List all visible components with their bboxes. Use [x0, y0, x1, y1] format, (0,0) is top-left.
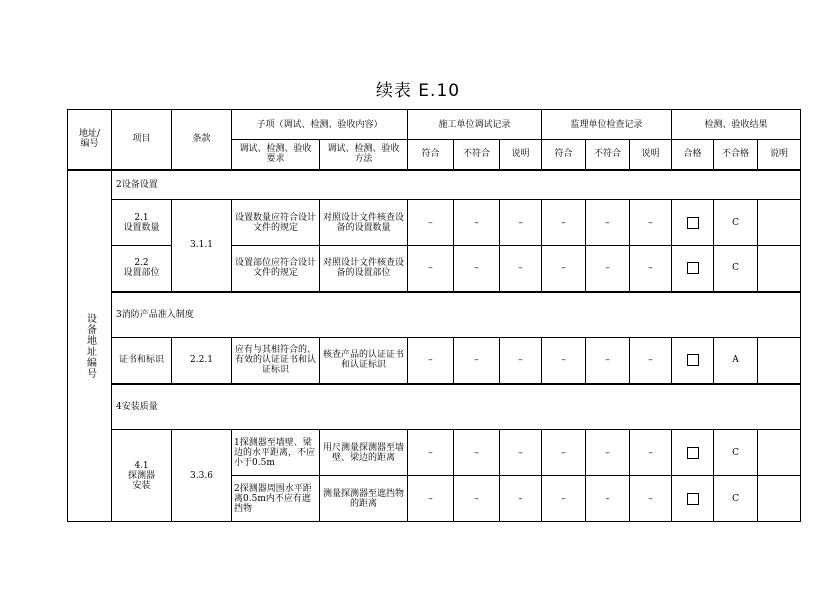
row-item: 4.1 探测器 安装	[112, 430, 172, 522]
row-method: 用尺测量探测器至墙壁、梁边的距离	[320, 430, 408, 476]
row-requirement: 设置数量应符合设计文件的规定	[232, 200, 320, 246]
result-note-cell[interactable]	[758, 338, 801, 384]
qualified-cell	[672, 338, 714, 384]
supervision-conform-cell[interactable]: –	[542, 200, 586, 246]
header-clause: 条款	[172, 110, 232, 170]
header-method: 调试、检测、验收 方法	[320, 140, 408, 170]
construction-not-conform-cell[interactable]: –	[454, 430, 500, 476]
supervision-note-cell[interactable]: –	[630, 430, 672, 476]
table-row	[68, 200, 801, 246]
row-clause: 3.1.1	[172, 200, 232, 292]
supervision-note-cell[interactable]: –	[630, 476, 672, 522]
construction-note-cell[interactable]: –	[500, 476, 542, 522]
supervision-not-conform-cell[interactable]: –	[586, 338, 630, 384]
construction-not-conform-cell[interactable]: –	[454, 338, 500, 384]
section-title: 4安装质量	[112, 384, 801, 430]
table-row	[68, 338, 801, 384]
result-note-cell[interactable]	[758, 200, 801, 246]
result-note-cell[interactable]	[758, 246, 801, 292]
row-method: 对照设计文件核查设备的设置数量	[320, 200, 408, 246]
supervision-note-cell[interactable]: –	[630, 246, 672, 292]
header-construction-not-conform: 不符合	[454, 140, 500, 170]
unqualified-grade: C	[714, 430, 758, 476]
construction-note-cell[interactable]: –	[500, 338, 542, 384]
qualified-cell	[672, 476, 714, 522]
header-supervision-conform: 符合	[542, 140, 586, 170]
header-qualified: 合格	[672, 140, 714, 170]
unqualified-grade: C	[714, 476, 758, 522]
row-requirement: 设置部位应符合设计文件的规定	[232, 246, 320, 292]
row-clause: 3.3.6	[172, 430, 232, 522]
header-construction-group: 施工单位调试记录	[408, 110, 542, 140]
header-supervision-note: 说明	[630, 140, 672, 170]
qualified-cell	[672, 200, 714, 246]
section-title: 3消防产品准入制度	[112, 292, 801, 338]
construction-note-cell[interactable]: –	[500, 246, 542, 292]
row-requirement: 2探测器周围水平距离0.5m内不应有遮挡物	[232, 476, 320, 522]
row-method: 测量探测器至遮挡物的距离	[320, 476, 408, 522]
supervision-note-cell[interactable]: –	[630, 338, 672, 384]
qualified-checkbox[interactable]	[687, 217, 699, 229]
unqualified-grade: A	[714, 338, 758, 384]
construction-conform-cell[interactable]: –	[408, 430, 454, 476]
row-clause: 2.2.1	[172, 338, 232, 384]
construction-conform-cell[interactable]: –	[408, 246, 454, 292]
header-supervision-group: 监理单位检查记录	[542, 110, 672, 140]
unqualified-grade: C	[714, 246, 758, 292]
qualified-checkbox[interactable]	[687, 354, 699, 366]
row-item: 2.1 设置数量	[112, 200, 172, 246]
qualified-checkbox[interactable]	[687, 493, 699, 505]
supervision-conform-cell[interactable]: –	[542, 246, 586, 292]
header-result-group: 检测、验收结果	[672, 110, 801, 140]
supervision-conform-cell[interactable]: –	[542, 476, 586, 522]
address-column: 设备地址编号	[68, 170, 112, 522]
header-requirement: 调试、检测、验收 要求	[232, 140, 320, 170]
supervision-conform-cell[interactable]: –	[542, 430, 586, 476]
supervision-note-cell[interactable]: –	[630, 200, 672, 246]
unqualified-grade: C	[714, 200, 758, 246]
header-address: 地址/ 编号	[68, 110, 112, 170]
qualified-cell	[672, 246, 714, 292]
acceptance-table	[67, 109, 801, 522]
construction-not-conform-cell[interactable]: –	[454, 476, 500, 522]
section-title: 2设备设置	[112, 170, 801, 200]
supervision-not-conform-cell[interactable]: –	[586, 246, 630, 292]
row-method: 核查产品的认证证书和认证标识	[320, 338, 408, 384]
qualified-cell	[672, 430, 714, 476]
qualified-checkbox[interactable]	[687, 447, 699, 459]
header-construction-conform: 符合	[408, 140, 454, 170]
construction-conform-cell[interactable]: –	[408, 338, 454, 384]
result-note-cell[interactable]	[758, 430, 801, 476]
header-unqualified: 不合格	[714, 140, 758, 170]
row-requirement: 应有与其相符合的、有效的认证证书和认证标识	[232, 338, 320, 384]
construction-not-conform-cell[interactable]: –	[454, 200, 500, 246]
construction-not-conform-cell[interactable]: –	[454, 246, 500, 292]
construction-note-cell[interactable]: –	[500, 200, 542, 246]
row-item: 2.2 设置部位	[112, 246, 172, 292]
supervision-not-conform-cell[interactable]: –	[586, 430, 630, 476]
result-note-cell[interactable]	[758, 476, 801, 522]
header-construction-note: 说明	[500, 140, 542, 170]
row-item: 证书和标识	[112, 338, 172, 384]
table-row	[68, 430, 801, 476]
header-result-note: 说明	[758, 140, 801, 170]
header-supervision-not-conform: 不符合	[586, 140, 630, 170]
qualified-checkbox[interactable]	[687, 262, 699, 274]
header-item: 项目	[112, 110, 172, 170]
page-title: 续表 E.10	[375, 81, 461, 101]
construction-note-cell[interactable]: –	[500, 430, 542, 476]
supervision-conform-cell[interactable]: –	[542, 338, 586, 384]
construction-conform-cell[interactable]: –	[408, 200, 454, 246]
supervision-not-conform-cell[interactable]: –	[586, 476, 630, 522]
supervision-not-conform-cell[interactable]: –	[586, 200, 630, 246]
row-method: 对照设计文件核查设备的设置部位	[320, 246, 408, 292]
row-requirement: 1探测器至墙壁、梁边的水平距离，不应小于0.5m	[232, 430, 320, 476]
construction-conform-cell[interactable]: –	[408, 476, 454, 522]
header-subitem-group: 子项（调试、检测、验收内容）	[232, 110, 408, 140]
